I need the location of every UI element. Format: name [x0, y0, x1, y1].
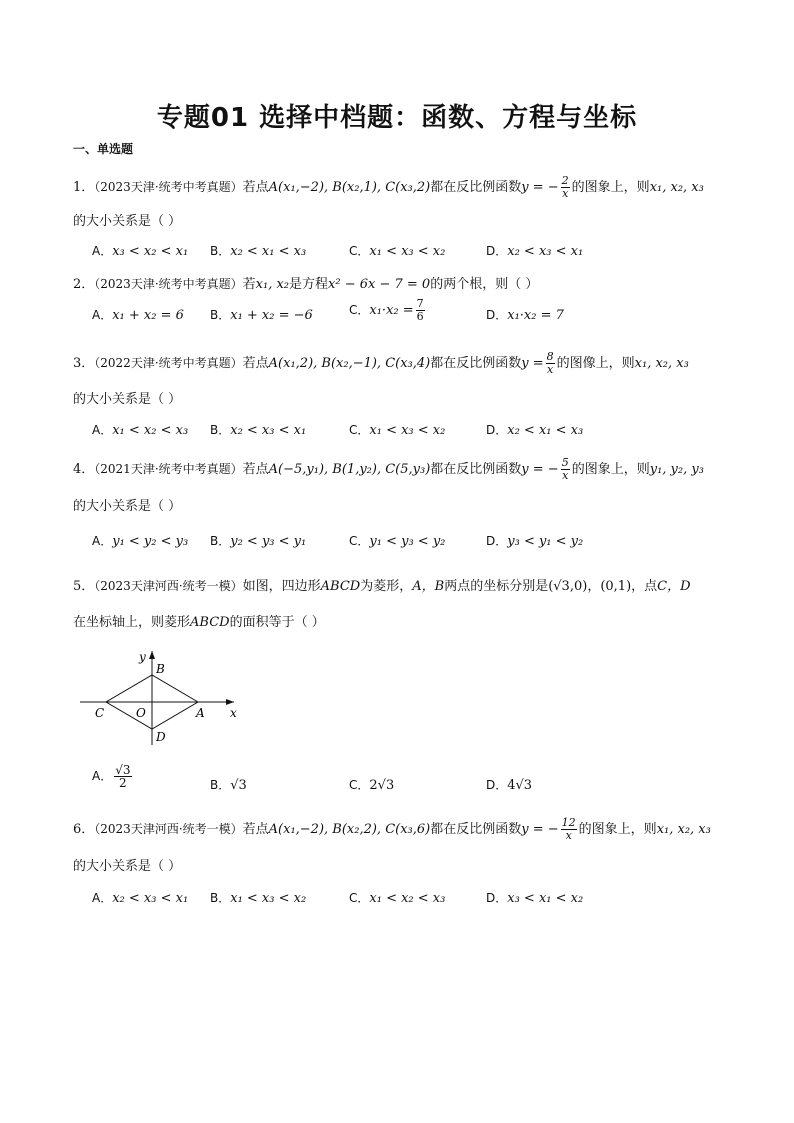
option-a[interactable]: A．y₁ < y₂ < y₃: [92, 534, 189, 549]
option-c[interactable]: C．y₁ < y₃ < y₂: [349, 534, 446, 549]
option-a[interactable]: A． $\frac{√3}{2}$: [92, 763, 131, 790]
rhombus-figure: [72, 645, 242, 750]
option-a[interactable]: A．x₂ < x₃ < x₁: [92, 891, 189, 906]
option-c[interactable]: C．x₁ < x₂ < x₃: [349, 891, 446, 906]
point-c-label: C: [95, 706, 105, 720]
option-d[interactable]: D．x₃ < x₁ < x₂: [486, 891, 584, 906]
option-d[interactable]: D．x₂ < x₃ < x₁: [486, 244, 584, 259]
question-5-stem: 5．（2023天津河西·统考一模）如图，四边形ABCD为菱形，A，B两点的坐标分别是(√3,0)，(0,1)，点C，D: [73, 579, 691, 594]
question-1-stem-cont: 的大小关系是（ ）: [73, 214, 182, 229]
option-d[interactable]: D．y₃ < y₁ < y₂: [486, 534, 584, 549]
point-b-label: B: [156, 662, 165, 676]
option-d[interactable]: D．4√3: [486, 778, 533, 793]
section-heading: 一、单选题: [73, 142, 134, 156]
question-5-stem-cont: 在坐标轴上，则菱形ABCD的面积等于（ ）: [73, 615, 325, 630]
option-a[interactable]: A．x₁ + x₂ = 6: [92, 308, 184, 323]
option-b[interactable]: B．x₁ + x₂ = −6: [210, 308, 313, 323]
question-2-stem: 2．（2023天津·统考中考真题）若x₁, x₂是方程x² − 6x − 7 = 0的两个根，则（ ）: [73, 277, 539, 292]
fraction: $\frac{2}{x}$: [561, 174, 569, 200]
page-title: 专题01 选择中档题：函数、方程与坐标: [156, 103, 638, 133]
y-axis-arrow: [149, 651, 155, 659]
option-b[interactable]: B．x₂ < x₃ < x₁: [210, 423, 307, 438]
option-c[interactable]: C．x₁ < x₃ < x₂: [349, 423, 446, 438]
option-b[interactable]: B．√3: [210, 778, 247, 793]
option-b[interactable]: B．y₂ < y₃ < y₁: [210, 534, 307, 549]
option-a[interactable]: A．x₃ < x₂ < x₁: [92, 244, 189, 259]
x-axis-arrow: [226, 699, 234, 705]
question-3-stem: 3．（2022天津·统考中考真题）若点A(x₁,2), B(x₂,−1), C(x₃,4)都在反比例函数y = $\frac{8}{x}$ 的图像上，则x₁, x₂, x₃: [73, 350, 689, 376]
question-3-stem-cont: 的大小关系是（ ）: [73, 392, 182, 407]
question-6-stem-cont: 的大小关系是（ ）: [73, 859, 182, 874]
option-c[interactable]: C．2√3: [349, 778, 395, 793]
question-1-stem: 1．（2023天津·统考中考真题）若点A(x₁,−2), B(x₂,1), C(x₃,2)都在反比例函数y = − $\frac{2}{x}$ 的图象上，则x₁, x₂, x₃: [73, 174, 704, 200]
option-d[interactable]: D．x₁·x₂ = 7: [486, 308, 564, 323]
option-a[interactable]: A．x₁ < x₂ < x₃: [92, 423, 189, 438]
origin-label: O: [136, 706, 146, 720]
option-b[interactable]: B．x₂ < x₁ < x₃: [210, 244, 307, 259]
option-b[interactable]: B．x₁ < x₃ < x₂: [210, 891, 307, 906]
y-label: y: [139, 650, 146, 664]
option-d[interactable]: D．x₂ < x₁ < x₃: [486, 423, 584, 438]
question-4-stem-cont: 的大小关系是（ ）: [73, 499, 182, 514]
question-4-stem: 4．（2021天津·统考中考真题）若点A(−5,y₁), B(1,y₂), C(5,y₃)都在反比例函数y = − $\frac{5}{x}$ 的图象上，则y₁, y₂, y₃: [73, 456, 704, 482]
point-a-label: A: [196, 706, 205, 720]
question-6-stem: 6．（2023天津河西·统考一模）若点A(x₁,−2), B(x₂,2), C(x₃,6)都在反比例函数y = − $\frac{12}{x}$ 的图象上，则x₁, x₂, x₃: [73, 816, 711, 842]
x-label: x: [230, 706, 237, 720]
option-c[interactable]: C．x₁·x₂ = $\frac{7}{6}$: [349, 297, 424, 323]
option-c[interactable]: C．x₁ < x₃ < x₂: [349, 244, 446, 259]
point-d-label: D: [156, 730, 166, 744]
